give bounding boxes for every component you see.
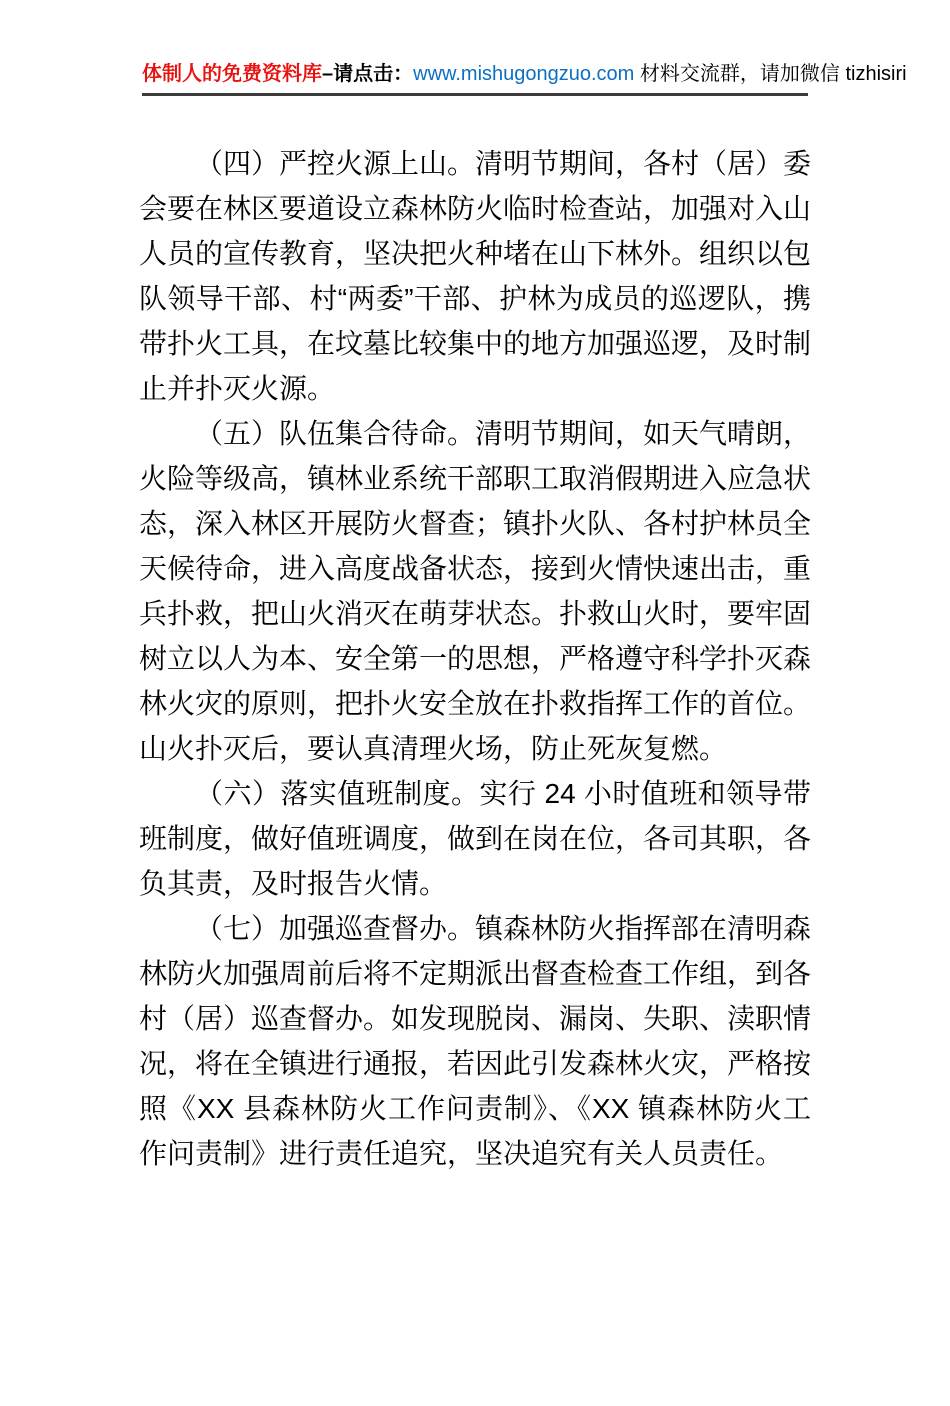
- header-banner: [142, 62, 907, 96]
- document-body: [139, 141, 811, 1176]
- site-link[interactable]: www.mishugongzuo.com: [413, 63, 635, 85]
- document-page: [0, 62, 950, 1406]
- contact-info: 材料交流群，请加微信 tizhisiri: [639, 63, 907, 85]
- paragraph-item-6: （六）落实值班制度。实行 24 小时值班和领导带班制度，做好值班调度，做到在岗在位，各司其职，各负其责，及时报告火情。: [139, 778, 812, 899]
- paragraph-item-4: （四）严控火源上山。清明节期间，各村（居）委会要在林区要道设立森林防火临时检查站，加强对入山人员的宣传教育，坚决把火种堵在山下林外。组织以包队领导干部、村“两委”干部、护林为成员的巡逻队，携带扑火工具，在坟墓比较集中的地方加强巡逻，及时制止并扑灭火源。: [139, 148, 812, 404]
- click-prompt: –请点击：: [322, 63, 414, 85]
- paragraph-item-5: （五）队伍集合待命。清明节期间，如天气晴朗，火险等级高，镇林业系统干部职工取消假期进入应急状态，深入林区开展防火督查；镇扑火队、各村护林员全天候待命，进入高度战备状态，接到火情快速出击，重兵扑救，把山火消灭在萌芽状态。扑救山火时，要牢固树立以人为本、安全第一的思想，严格遵守科学扑灭森林火灾的原则，把扑火安全放在扑救指挥工作的首位。山火扑灭后，要认真清理火场，防止死灰复燃。: [139, 418, 812, 764]
- site-name: 体制人的免费资料库: [142, 63, 322, 85]
- paragraph-item-7: （七）加强巡查督办。镇森林防火指挥部在清明森林防火加强周前后将不定期派出督查检查工作组，到各村（居）巡查督办。如发现脱岗、漏岗、失职、渎职情况，将在全镇进行通报，若因此引发森林火灾，严格按照《XX 县森林防火工作问责制》、《XX 镇森林防火工作问责制》进行责任追究，坚决追究有关人员责任。: [139, 913, 812, 1169]
